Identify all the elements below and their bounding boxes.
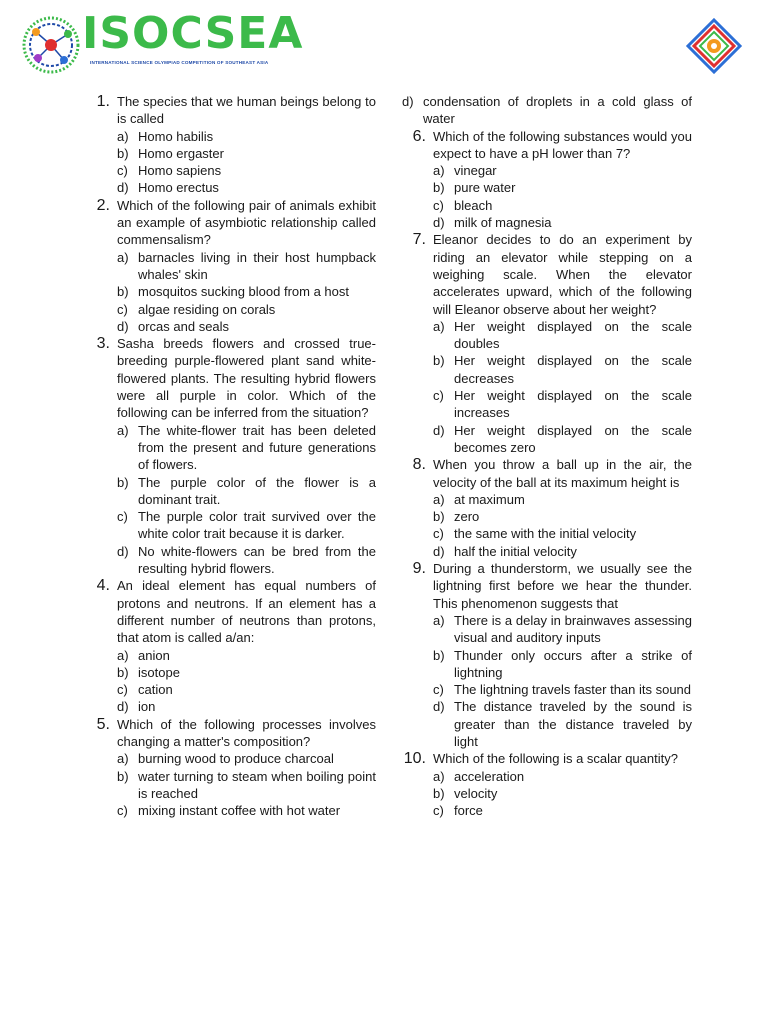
question-list-left: [86, 93, 376, 819]
option-list: [117, 750, 376, 819]
option-text: cation: [138, 682, 173, 698]
option-letter: a): [433, 491, 445, 507]
question-item: [402, 456, 692, 560]
option-text: acceleration: [454, 768, 525, 784]
option-letter: c): [433, 803, 444, 819]
option-list: [117, 128, 376, 197]
option-list: [117, 647, 376, 716]
option-letter: d): [433, 215, 445, 231]
right-column: [402, 93, 692, 819]
option-letter: c): [433, 526, 444, 542]
option-letter: a): [117, 128, 129, 144]
question-text: When you throw a ball up in the air, the velocity of the ball at its maximum height is: [433, 457, 692, 490]
option-5d: [402, 93, 692, 128]
option-text: No white-flowers can be bred from the resulting hybrid flowers.: [138, 543, 376, 577]
option-item: [433, 508, 692, 525]
question-list-right: [402, 128, 692, 820]
question-item: [86, 716, 376, 820]
option-text: at maximum: [454, 491, 525, 507]
option-letter: d): [117, 318, 129, 334]
logo-subtitle: INTERNATIONAL SCIENCE OLYMPIAD COMPETITION OF SOUTHEAST ASIA: [90, 60, 269, 65]
option-text: Thunder only occurs after a strike of lightning: [454, 647, 692, 680]
option-item: [117, 318, 376, 335]
question-number: 4.: [96, 577, 110, 595]
option-text: The purple color trait survived over the white color trait because it is darker.: [138, 509, 376, 542]
option-letter: c): [117, 682, 128, 698]
question-item: [402, 750, 692, 819]
option-item: [117, 128, 376, 145]
option-letter: a): [117, 647, 129, 663]
option-item: [117, 474, 376, 509]
molecule-logo-icon: [18, 12, 84, 78]
option-text: water turning to steam when boiling point is reached: [138, 768, 376, 801]
option-list: [433, 162, 692, 231]
option-item: [433, 387, 692, 422]
option-letter: d): [433, 543, 445, 559]
option-letter: a): [433, 768, 445, 784]
option-letter: d): [117, 180, 129, 196]
question-text: During a thunderstorm, we usually see the lightning first before we hear the thunder. This phenomenon suggests that: [433, 561, 692, 611]
option-text: mixing instant coffee with hot water: [138, 803, 341, 819]
option-item: [433, 318, 692, 353]
option-text: ion: [138, 699, 156, 715]
option-letter: c): [433, 388, 444, 404]
option-letter: a): [117, 249, 129, 265]
option-list: [433, 491, 692, 560]
question-number: 6.: [412, 127, 426, 145]
option-item: [117, 301, 376, 318]
option-letter: d): [433, 699, 445, 715]
option-text: The white-flower trait has been deleted from the present and future generations of flowers.: [138, 422, 376, 473]
question-text: Sasha breeds flowers and crossed true-breeding purple-flowered plant sand white-flowered plants. The resulting hybrid flowers were all purple in color. Which of the following can be inferred from the situation?: [117, 336, 376, 421]
question-number: 8.: [412, 456, 426, 474]
option-text: half the initial velocity: [454, 543, 577, 559]
question-item: [86, 335, 376, 577]
option-text: zero: [454, 509, 480, 525]
option-item: [433, 525, 692, 542]
option-item: [117, 508, 376, 543]
option-item: [433, 214, 692, 231]
option-item: [117, 422, 376, 474]
option-list: [433, 318, 692, 456]
option-list: [117, 249, 376, 335]
question-text: Which of the following pair of animals exhibit an example of asymbiotic relationship called commensalism?: [117, 197, 376, 248]
question-text: Which of the following substances would you expect to have a pH lower than 7?: [433, 128, 692, 161]
option-item: [433, 681, 692, 698]
question-number: 7.: [412, 231, 426, 249]
option-item: [117, 664, 376, 681]
option-item: [117, 802, 376, 819]
option-text: The lightning travels faster than its sound: [454, 682, 692, 698]
option-letter: b): [433, 353, 445, 369]
diamond-badge-icon: [686, 18, 742, 74]
option-text: The distance traveled by the sound is greater than the distance traveled by light: [454, 699, 692, 749]
option-letter: b): [117, 474, 129, 490]
option-item: [433, 785, 692, 802]
option-item: [433, 352, 692, 387]
option-letter: c): [433, 197, 444, 213]
option-text: Her weight displayed on the scale becomes zero: [454, 422, 692, 455]
option-letter: b): [433, 180, 445, 196]
option-text: Homo ergaster: [138, 145, 224, 161]
option-item: [117, 543, 376, 578]
option-text: condensation of droplets in a cold glass of water: [423, 94, 692, 127]
option-list: [117, 422, 376, 578]
option-text: Her weight displayed on the scale decreases: [454, 353, 692, 386]
option-letter: b): [117, 768, 129, 784]
option-letter: b): [117, 664, 129, 680]
option-letter: c): [117, 803, 128, 819]
option-letter: c): [117, 301, 128, 317]
option-item: [433, 422, 692, 457]
option-text: Homo habilis: [138, 128, 214, 144]
option-item: [433, 543, 692, 560]
option-letter: d): [433, 422, 445, 438]
left-column: [86, 93, 376, 819]
question-item: [402, 231, 692, 456]
option-letter: a): [117, 751, 129, 767]
option-letter: a): [117, 422, 129, 438]
option-item: [433, 768, 692, 785]
logo-wordmark: ISOCSEA: [82, 8, 304, 59]
option-letter: a): [433, 612, 445, 628]
page-header: [0, 0, 768, 90]
option-item: [433, 802, 692, 819]
option-text: orcas and seals: [138, 318, 230, 334]
option-item: [433, 647, 692, 682]
question-text: Which of the following is a scalar quantity?: [433, 751, 678, 767]
option-item: [433, 612, 692, 647]
option-text: Homo sapiens: [138, 163, 222, 179]
option-letter: c): [117, 509, 128, 525]
option-letter: d): [117, 699, 129, 715]
question-text: The species that we human beings belong to is called: [117, 94, 376, 127]
option-letter: d): [402, 94, 414, 109]
option-letter: b): [433, 785, 445, 801]
option-item: [117, 249, 376, 284]
option-letter: b): [117, 284, 129, 300]
question-text: Eleanor decides to do an experiment by riding an elevator while stepping on a weighing scale. When the elevator accelerates upward, which of the following will Eleanor observe about her weight?: [433, 232, 692, 317]
option-text: milk of magnesia: [454, 215, 552, 231]
question-number: 2.: [96, 196, 110, 214]
option-letter: b): [433, 509, 445, 525]
option-letter: c): [117, 163, 128, 179]
question-item: [402, 128, 692, 232]
option-item: [117, 768, 376, 803]
option-text: bleach: [454, 197, 493, 213]
option-letter: c): [433, 682, 444, 698]
option-text: Homo erectus: [138, 180, 219, 196]
question-item: [86, 93, 376, 197]
option-item: [433, 179, 692, 196]
option-item: [433, 197, 692, 214]
option-text: isotope: [138, 664, 180, 680]
option-letter: d): [117, 543, 129, 559]
question-number: 9.: [412, 560, 426, 578]
continued-options: [402, 93, 692, 128]
option-item: [117, 145, 376, 162]
option-item: [433, 162, 692, 179]
option-item: [117, 162, 376, 179]
option-text: anion: [138, 647, 170, 663]
option-text: vinegar: [454, 163, 497, 179]
option-text: the same with the initial velocity: [454, 526, 637, 542]
option-text: There is a delay in brainwaves assessing visual and auditory inputs: [454, 612, 692, 646]
option-item: [117, 179, 376, 196]
option-item: [117, 647, 376, 664]
option-text: velocity: [454, 785, 498, 801]
option-text: Her weight displayed on the scale increases: [454, 388, 692, 421]
option-item: [117, 750, 376, 767]
option-text: force: [454, 803, 483, 819]
question-number: 3.: [96, 335, 110, 353]
option-text: burning wood to produce charcoal: [138, 751, 334, 767]
question-item: [402, 560, 692, 750]
option-letter: a): [433, 318, 445, 334]
question-number: 5.: [96, 715, 110, 733]
question-number: 1.: [96, 93, 110, 110]
option-text: pure water: [454, 180, 516, 196]
question-item: [86, 197, 376, 335]
option-item: [117, 283, 376, 300]
option-item: [433, 698, 692, 750]
option-text: mosquitos sucking blood from a host: [138, 284, 349, 300]
option-text: algae residing on corals: [138, 301, 276, 317]
option-item: [117, 681, 376, 698]
option-item: [433, 491, 692, 508]
question-number: 10.: [403, 750, 426, 768]
option-text: barnacles living in their host humpback whales' skin: [138, 249, 376, 282]
option-list: [433, 768, 692, 820]
option-item: [117, 698, 376, 715]
question-item: [86, 577, 376, 715]
question-text: An ideal element has equal numbers of protons and neutrons. If an element has a different number of neutrons than protons, that atom is called a/an:: [117, 578, 376, 646]
option-letter: a): [433, 163, 445, 179]
option-letter: b): [117, 145, 129, 161]
option-list: [433, 612, 692, 750]
option-letter: b): [433, 647, 445, 663]
option-text: The purple color of the flower is a dominant trait.: [138, 474, 376, 507]
question-text: Which of the following processes involves changing a matter's composition?: [117, 716, 376, 749]
option-text: Her weight displayed on the scale doubles: [454, 318, 692, 352]
